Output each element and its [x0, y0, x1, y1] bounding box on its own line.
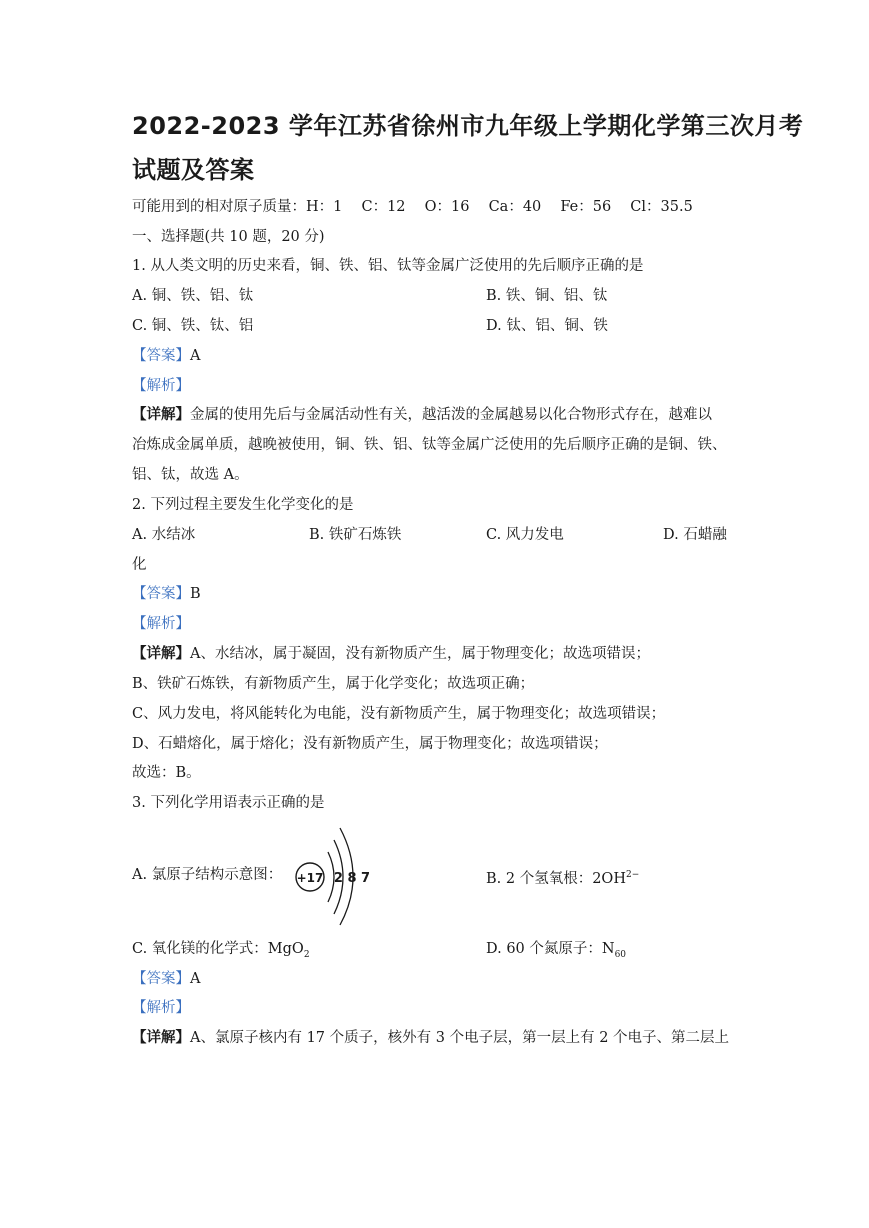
q3-option-d-subscript: 60: [614, 949, 627, 960]
q3-option-a: A. 氯原子结构示意图：: [132, 867, 283, 883]
q2-detail-line4: D、石蜡熔化，属于熔化；没有新物质产生，属于物理变化；故选项错误；: [132, 736, 608, 752]
q2-option-d-cont: 化: [132, 557, 147, 573]
q2-analysis-tag: 【解析】: [132, 616, 190, 632]
electron-counts: 2 8 7: [333, 871, 371, 886]
q1-detail-line3: 铝、钛，故选 A。: [132, 467, 249, 483]
q3-option-c: [132, 939, 310, 965]
answer-tag: 【答案】: [132, 348, 190, 364]
q3-stem: 3. 下列化学用语表示正确的是: [132, 795, 325, 811]
q3-answer: [132, 969, 200, 989]
answer-tag: 【答案】: [132, 971, 190, 987]
detail-tag: 【详解】: [132, 406, 190, 423]
q1-option-c: C. 铜、铁、钛、铝: [132, 318, 254, 334]
q3-option-d-text: D. 60 个氮原子：N: [486, 941, 615, 957]
q2-detail-line3: C、风力发电，将风能转化为电能，没有新物质产生，属于物理变化；故选项错误；: [132, 706, 666, 722]
doc-title-line1: 2022-2023 学年江苏省徐州市九年级上学期化学第三次月考: [132, 112, 804, 140]
q3-option-b-charge: 2−: [625, 870, 640, 880]
q2-option-c: C. 风力发电: [486, 527, 564, 543]
q2-stem: 2. 下列过程主要发生化学变化的是: [132, 497, 354, 513]
q2-option-a: A. 水结冰: [132, 527, 196, 543]
q3-detail-text1: A、氯原子核内有 17 个质子，核外有 3 个电子层，第一层上有 2 个电子、第二层上: [190, 1030, 730, 1046]
q2-option-d: D. 石蜡融: [663, 527, 727, 543]
nucleus-charge: +17: [296, 871, 324, 885]
q1-analysis-tag: 【解析】: [132, 378, 190, 394]
q2-detail-line5: 故选：B。: [132, 765, 201, 781]
q3-option-b-text: B. 2 个氢氧根：2OH: [486, 870, 626, 887]
q2-answer: [132, 584, 201, 604]
q3-detail-line1: [132, 1028, 729, 1048]
q2-detail-line2: B、铁矿石炼铁，有新物质产生，属于化学变化；故选项正确；: [132, 676, 535, 692]
q2-option-b: B. 铁矿石炼铁: [309, 527, 402, 543]
q3-option-d: [486, 939, 626, 965]
q3-analysis-tag: 【解析】: [132, 1000, 190, 1016]
q3-answer-value: A: [190, 971, 201, 987]
q1-option-a: A. 铜、铁、铝、钛: [132, 288, 254, 304]
chlorine-atom-structure-diagram: [290, 822, 380, 926]
atomic-masses: 可能用到的相对原子质量：H：1 C：12 O：16 Ca：40 Fe：56 Cl：35.5: [132, 199, 693, 215]
q1-answer-value: A: [190, 348, 201, 364]
q1-detail-line2: 冶炼成金属单质，越晚被使用，铜、铁、铝、钛等金属广泛使用的先后顺序正确的是铜、铁、: [132, 437, 727, 453]
q2-answer-value: B: [190, 586, 201, 602]
q1-option-d: D. 钛、铝、铜、铁: [486, 318, 608, 334]
q1-detail-line1: [132, 405, 712, 425]
q2-detail-line1: [132, 644, 650, 664]
q1-answer: [132, 346, 200, 366]
detail-tag: 【详解】: [132, 645, 190, 662]
q2-detail-text1: A、水结冰，属于凝固，没有新物质产生，属于物理变化；故选项错误；: [190, 646, 650, 662]
q1-option-b: B. 铁、铜、铝、钛: [486, 288, 608, 304]
q3-option-b: [486, 865, 639, 889]
q3-option-c-text: C. 氧化镁的化学式：MgO: [132, 941, 304, 957]
doc-title-line2: 试题及答案: [132, 156, 255, 184]
detail-tag: 【详解】: [132, 1029, 190, 1046]
q1-stem: 1. 从人类文明的历史来看，铜、铁、铝、钛等金属广泛使用的先后顺序正确的是: [132, 258, 644, 274]
answer-tag: 【答案】: [132, 586, 190, 602]
section-heading: 一、选择题(共 10 题，20 分): [132, 229, 325, 245]
q1-detail-text1: 金属的使用先后与金属活动性有关，越活泼的金属越易以化合物形式存在，越难以: [190, 407, 712, 423]
q3-option-c-subscript: 2: [303, 949, 310, 960]
